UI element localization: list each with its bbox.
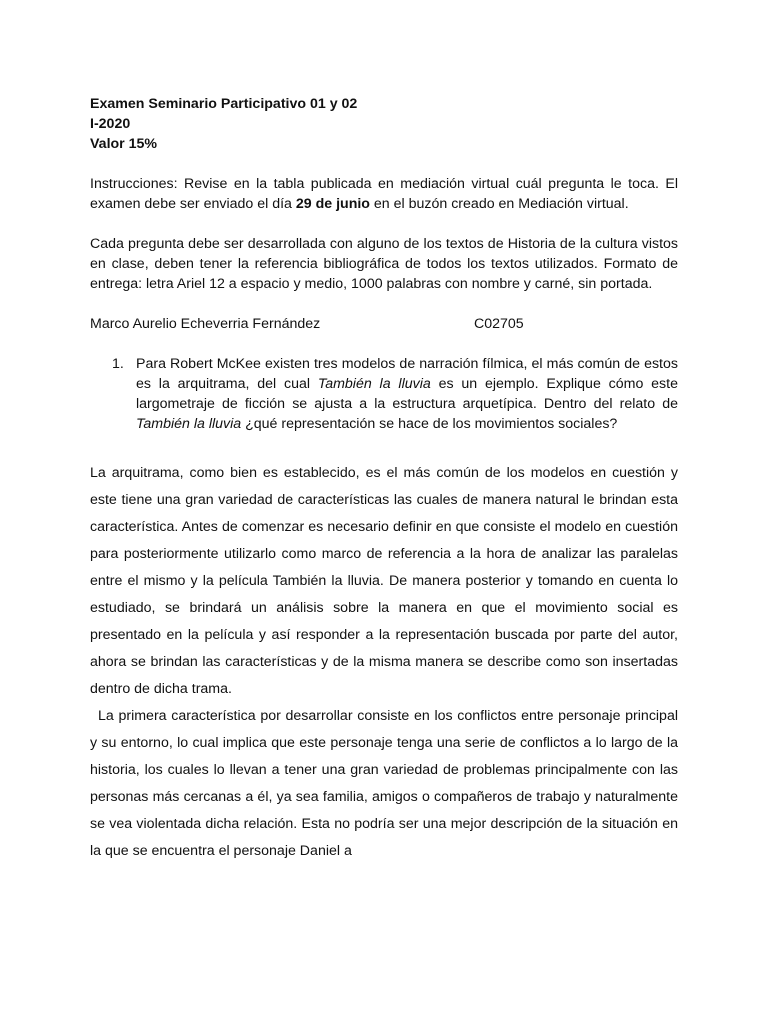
- exam-title: Examen Seminario Participativo 01 y 02: [90, 96, 358, 112]
- student-id: C02705: [474, 316, 524, 332]
- question-text-3: ¿qué representación se hace de los movimientos sociales?: [241, 416, 618, 432]
- exam-value: Valor 15%: [90, 136, 158, 152]
- instructions-text-2: en el buzón creado en Mediación virtual.: [369, 196, 629, 212]
- instructions-text-1: Instrucciones: Revise en la tabla publicada en mediación virtual cuál pregunta le toca. El examen debe ser enviado el día: [90, 176, 678, 212]
- due-date: 29 de junio: [295, 196, 370, 212]
- student-name: Marco Aurelio Echeverria Fernández: [90, 316, 321, 332]
- question-number: 1.: [112, 356, 124, 372]
- film-title: También la lluvia: [317, 376, 431, 392]
- question-text-1: Para Robert McKee existen tres modelos de narración fílmica, el más común de estos es la arquitrama, del cual: [136, 356, 678, 392]
- question-text-2: es un ejemplo. Explique cómo este largometraje de ficción se ajusta a la estructura arquetípica. Dentro del relato de: [136, 376, 678, 412]
- film-title: También la lluvia: [136, 416, 242, 432]
- requirements-paragraph: Cada pregunta debe ser desarrollada con alguno de los textos de Historia de la cultura vistos en clase, deben tener la referencia bibliográfica de todos los textos utilizados. Formato de entrega: letra Ariel 12 a espacio y medio, 1000 palabras con nombre y carné, sin portada.: [90, 236, 678, 292]
- document-page: [90, 94, 678, 865]
- exam-term: I-2020: [90, 116, 131, 132]
- question-item: [90, 354, 678, 434]
- essay-paragraph-1: La arquitrama, como bien es establecido, es el más común de los modelos en cuestión y este tiene una gran variedad de características las cuales de manera natural le brindan esta característica. Antes de comenzar es necesario definir en que consiste el modelo en cuestión para posteriormente utilizarlo como marco de referencia a la hora de analizar las paralelas entre el mismo y la película También la lluvia. De manera posterior y tomando en cuenta lo estudiado, se brindará un análisis sobre la manera en que el movimiento social es presentado en la película y así responder a la representación buscada por parte del autor, ahora se brindan las características y de la misma manera se describe como son insertadas dentro de dicha trama.: [90, 465, 678, 697]
- instructions-paragraph: [90, 174, 678, 214]
- essay-paragraph-2: La primera característica por desarrollar consiste en los conflictos entre personaje principal y su entorno, lo cual implica que este personaje tenga una serie de conflictos a lo largo de la historia, los cuales lo llevan a tener una gran variedad de problemas principalmente con las personas más cercanas a él, ya sea familia, amigos o compañeros de trabajo y naturalmente se vea violentada dicha relación. Esta no podría ser una mejor descripción de la situación en la que se encuentra el personaje Daniel a: [90, 708, 678, 859]
- student-info: [90, 314, 678, 334]
